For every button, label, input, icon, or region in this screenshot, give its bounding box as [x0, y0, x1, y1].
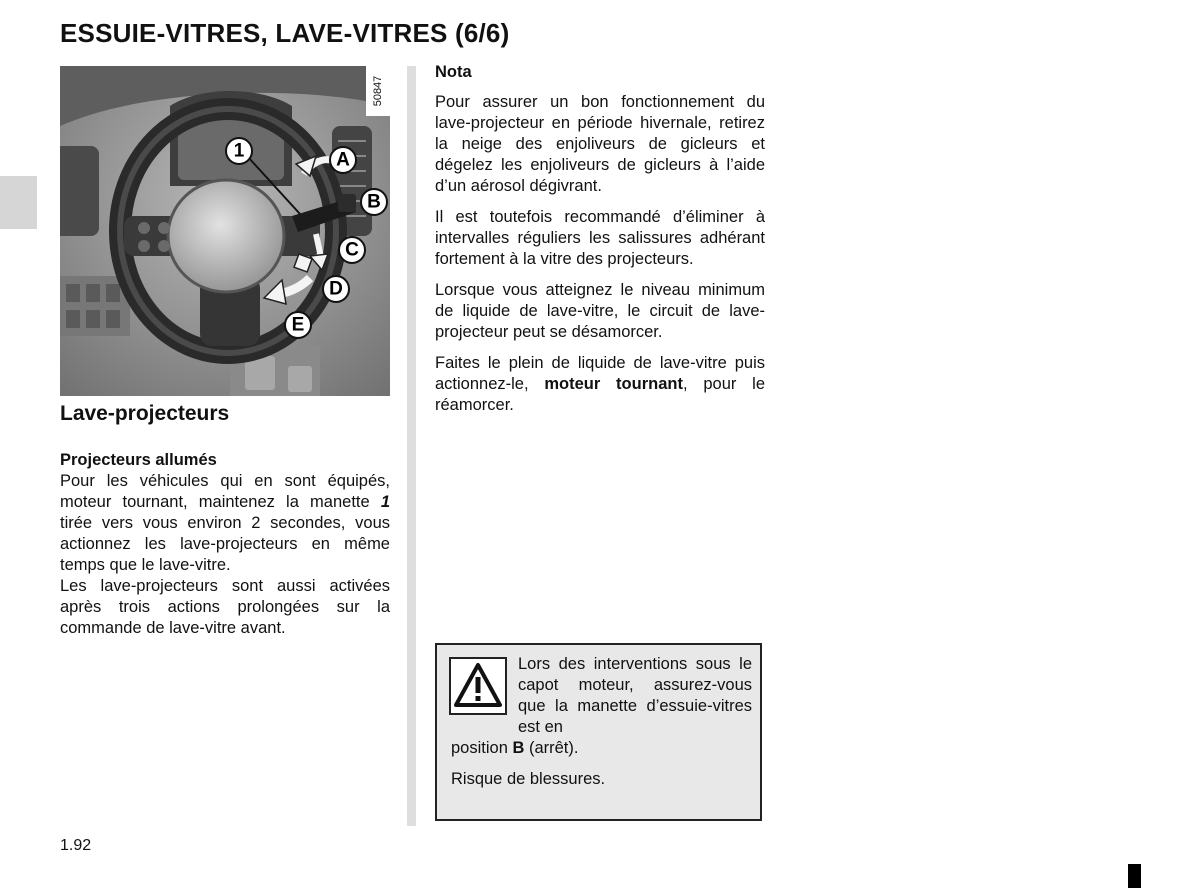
para-text: Faites le plein de liquide de lave-vitre puis actionnez-le,	[435, 354, 765, 393]
callout-label-a: A	[336, 149, 350, 171]
figure-code: 50847	[371, 75, 384, 107]
warning-risk: Risque de blessures.	[451, 770, 606, 788]
para-text: position	[451, 739, 513, 757]
callout-label-b: B	[367, 191, 381, 213]
left-column	[60, 400, 390, 639]
para-text: (arrêt).	[524, 739, 579, 757]
para-text: tirée vers vous environ 2 secondes, vous actionnez les lave-projecteurs en même temps que le lave-vitre.	[60, 514, 390, 574]
nota-paragraph-3: Lorsque vous atteignez le niveau minimum de liquide de lave-vitre, le circuit de lave-projecteur peut se désamorcer.	[435, 281, 765, 341]
callout-label-d: D	[329, 278, 343, 300]
chapter-tab	[0, 176, 37, 229]
warning-triangle-icon	[449, 657, 507, 715]
warning-position	[451, 738, 751, 759]
warning-box	[435, 643, 762, 821]
nota-paragraph-4	[435, 353, 765, 416]
page-title: ESSUIE-VITRES, LAVE-VITRES (6/6)	[60, 18, 510, 48]
para-text: Pour les véhicules qui en sont équipés, moteur tournant, maintenez la manette	[60, 472, 390, 511]
column-divider	[407, 66, 416, 826]
section-title: Lave-projecteurs	[60, 402, 230, 425]
page-corner-mark	[1128, 864, 1141, 888]
nota-title: Nota	[435, 63, 472, 81]
right-column	[435, 62, 765, 426]
warning-text: Lors des interventions sous le capot moteur, assurez-vous que la manette d’essuie-vitres est en	[518, 655, 752, 736]
paragraph-headlamp-washers	[60, 471, 390, 576]
emphasis: moteur tournant	[544, 375, 683, 393]
nota-paragraph-2: Il est toutefois recommandé d’éliminer à intervalles réguliers les salissures adhérant fortement à la vitre des projecteurs.	[435, 208, 765, 268]
steering-wheel-illustration	[60, 66, 390, 396]
paragraph-activation: Les lave-projecteurs sont aussi activées après trois actions prolongées sur la commande de lave-vitre avant.	[60, 577, 390, 637]
callout-label-c: C	[345, 239, 359, 261]
nota-paragraph-1: Pour assurer un bon fonctionnement du lave-projecteur en période hivernale, retirez la neige des enjoliveurs de gicleurs et dégelez les enjoliveurs de gicleurs à l’aide d’un aérosol dégivrant.	[435, 93, 765, 195]
callout-label-1: 1	[233, 140, 245, 162]
position-reference: B	[512, 739, 525, 757]
stalk-reference: 1	[380, 493, 390, 511]
callout-label-e: E	[291, 314, 305, 336]
para-text: , pour le réamorcer.	[435, 375, 765, 414]
subheading: Projecteurs allumés	[60, 451, 217, 469]
page-number: 1.92	[60, 837, 92, 854]
